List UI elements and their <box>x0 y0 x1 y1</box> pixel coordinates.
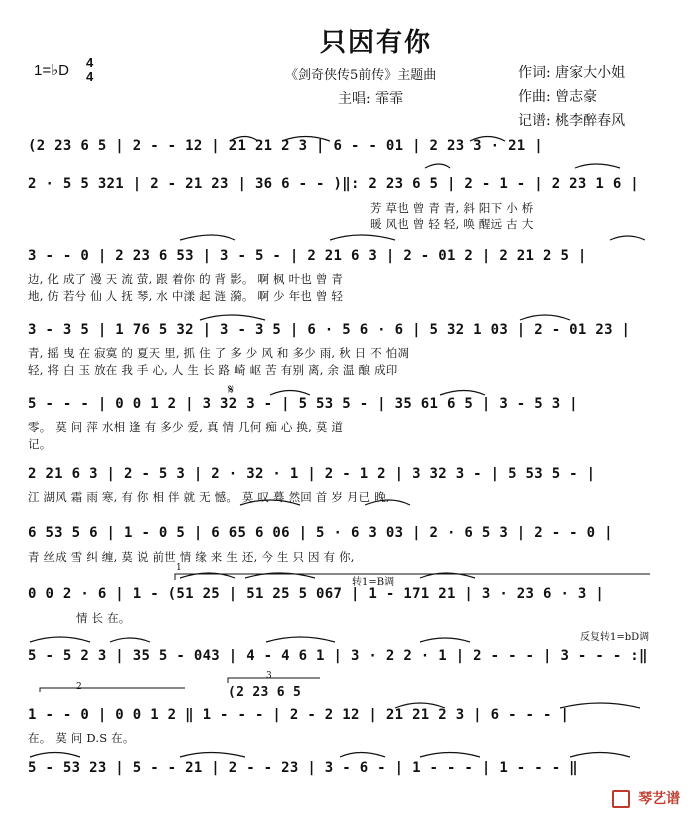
lyric-row-5-v1: 零。 莫 问 萍 水相 逢 有 多少 爱, 真 情 几何 痴 心 换, 莫 道 <box>28 420 344 434</box>
volta-3-bracket <box>228 678 320 683</box>
lyricist-credit: 作词: 唐家大小姐 <box>518 65 626 81</box>
slur-10 <box>520 315 570 320</box>
score-row-5: 5 - - - | 0 0 1 2 | 3 32 3 - | 5 53 5 - | 35 61 6 5 | 3 - 5 3 | <box>28 396 578 412</box>
slur-12 <box>440 391 485 396</box>
music-icon <box>612 790 630 808</box>
score-row-6: 2 21 6 3 | 2 - 5 3 | 2 · 32 · 1 | 2 - 1 2 | 3 32 3 - | 5 53 5 - | <box>28 466 596 482</box>
slur-23 <box>560 703 640 708</box>
volta-1-label: 1 <box>176 563 182 573</box>
slur-19 <box>110 638 150 642</box>
score-row-2: 2 · 5 5 321 | 2 - 21 23 | 36 6 - - )‖: 2 23 6 5 | 2 - 1 - | 2 23 1 6 | <box>28 176 640 192</box>
segno-icon: 𝄋 <box>228 382 235 398</box>
lyric-row-3-v1: 边, 化 成了 漫 天 流 萤, 跟 着你 的 背 影。 啊 枫 叶也 曾 青 <box>28 272 344 286</box>
modulation-note: 转1=B调 <box>352 577 395 588</box>
volta-1-bracket <box>175 574 650 580</box>
lyric-row-3-v2: 地, 仿 若兮 仙 人 抚 琴, 水 中漾 起 涟 漪。 啊 少 年也 曾 轻 <box>28 289 344 303</box>
slur-11 <box>270 391 310 396</box>
score-row-3: 3 - - 0 | 2 23 6 53 | 3 - 5 - | 2 21 6 3 | 2 - 01 2 | 2 21 2 5 | <box>28 248 587 264</box>
composer-credit: 作曲: 曾志豪 <box>518 89 598 105</box>
slur-26 <box>340 753 385 758</box>
score-row-8: 0 0 2 · 6 | 1 - (51 25 | 51 25 5 067 | 1 - 171 21 | 3 · 23 6 · 3 | <box>28 586 605 602</box>
lyric-row-10: 在。 莫 问 D.S 在。 <box>28 731 135 745</box>
score-row-9: 5 - 5 2 3 | 35 5 - 043 | 4 - 4 6 1 | 3 · 2 2 · 1 | 2 - - - | 3 - - - :‖ <box>28 648 648 664</box>
slur-8 <box>610 236 645 240</box>
slur-9 <box>200 315 265 320</box>
slur-20 <box>266 637 335 642</box>
lyric-row-2-v1: 芳 草也 曾 青 青, 斜 阳下 小 桥 <box>370 201 534 215</box>
song-title: 只因有你 <box>320 28 433 58</box>
time-signature-top: 4 <box>86 55 94 70</box>
score-row-7: 6 53 5 6 | 1 - 0 5 | 6 65 6 06 | 5 · 6 3 03 | 2 · 6 5 3 | 2 - - 0 | <box>28 525 613 541</box>
volta-3-label: 3 <box>266 671 272 681</box>
lyric-row-8: 情 长 在。 <box>76 611 131 625</box>
slur-6 <box>180 235 235 240</box>
slur-4 <box>425 164 450 168</box>
slur-28 <box>570 753 630 758</box>
lyric-row-6: 江 湖风 霜 雨 寒, 有 你 相 伴 就 无 憾。 莫 叹 蓦 然回 首 岁 月已 晚, <box>28 490 390 504</box>
volta-2-label: 2 <box>76 682 82 692</box>
volta-2-bracket <box>40 688 185 692</box>
lyric-row-4-v1: 青, 摇 曳 在 寂寞 的 夏天 里, 抓 住 了 多 少 风 和 多少 雨, 秋 日 不 怕凋 <box>28 346 410 360</box>
slur-5 <box>575 164 620 168</box>
repeat-modulation-note: 反复转1=bD调 <box>580 632 650 643</box>
singer-credit: 主唱: 霏霏 <box>338 91 404 107</box>
intro-recall: (2 23 6 5 <box>228 685 302 700</box>
slur-25 <box>180 753 245 758</box>
lyric-row-7: 青 丝成 雪 纠 缠, 莫 说 前世 情 缘 来 生 还, 今 生 只 因 有 你, <box>28 550 355 564</box>
key-signature: 1=♭D <box>34 62 70 79</box>
watermark-logo <box>612 788 680 808</box>
lyric-row-2-v2: 暖 风也 曾 轻 轻, 唤 醒远 古 大 <box>370 217 534 231</box>
score-row-1: (2 23 6 5 | 2 - - 12 | 21 21 2 3 | 6 - - 01 | 2 23 3 · 21 | <box>28 138 543 154</box>
lyric-row-4-v2: 轻, 将 白 玉 放在 我 手 心, 人 生 长 路 崎 岖 苦 有别 离, 余 温 酿 成印 <box>28 363 398 377</box>
slur-27 <box>420 753 480 758</box>
watermark-text: 琴艺谱 <box>638 791 681 807</box>
subtitle: 《剑奇侠传5前传》主题曲 <box>285 68 437 83</box>
score-row-10: 1 - - 0 | 0 0 1 2 ‖ 1 - - - | 2 - 2 12 | 21 21 2 3 | 6 - - - | <box>28 707 570 723</box>
slur-7 <box>330 235 395 240</box>
lyric-row-5-v2: 记。 <box>28 437 52 451</box>
score-row-11: 5 - 53 23 | 5 - - 21 | 2 - - 23 | 3 - 6 - | 1 - - - | 1 - - - ‖ <box>28 760 578 776</box>
slur-21 <box>420 638 470 642</box>
time-signature-bottom: 4 <box>86 69 94 84</box>
slur-24 <box>30 753 80 758</box>
transcriber-credit: 记谱: 桃李醉春风 <box>518 113 626 129</box>
slur-18 <box>30 637 90 642</box>
score-row-4: 3 - 3 5 | 1 76 5 32 | 3 - 3 5 | 6 · 5 6 · 6 | 5 32 1 03 | 2 - 01 23 | <box>28 322 631 338</box>
